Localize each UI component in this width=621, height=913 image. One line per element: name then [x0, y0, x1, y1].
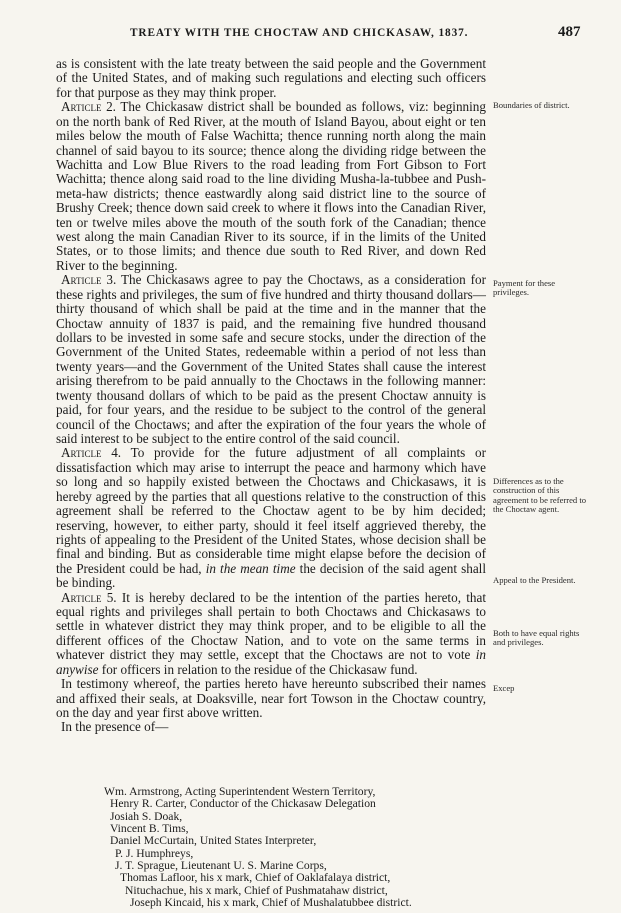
article-heading: Article 5.: [61, 589, 117, 605]
witness-signature: Josiah S. Doak,: [110, 809, 183, 823]
running-header: TREATY WITH THE CHOCTAW AND CHICKASAW, 1837.: [130, 27, 469, 39]
margin-note: Boundaries of district.: [493, 100, 570, 110]
witness-signature: Joseph Kincaid, his x mark, Chief of Mushalatubbee district.: [130, 896, 412, 910]
page-number: 487: [558, 24, 581, 40]
article-text: The Chickasaws agree to pay the Choctaws, as a consideration for these rights and privileges, the sum of five hundred and thirty thousand dollars—thirty thousand of which shall be paid at the time and in the manner that the Choctaw annuity of 1837 is paid, and the remaining five hundred thousand dollars to be invested in some safe and secure stocks, under the direction of the Government of the United States, redeemable within a period of not less than twenty years—and the Government of the United States shall cause the interest arising therefrom to be paid annually to the Choctaws in the following manner: twenty thousand dollars of which to be paid as the present Choctaw annuity is paid, for four years, and the residue to be subject to the control of the general council of the Choctaws; and after the expiration of the four years the whole of said interest to be subject to the entire control of the said council.: [56, 272, 486, 446]
margin-note: Excep: [493, 683, 515, 693]
witness-signature: Vincent B. Tims,: [110, 822, 189, 836]
article-text: To provide for the future adjustment of all complaints or dissatisfaction which may arise to interrupt the peace and harmony which have so long and so happily existed between the Choctaws and Chickasaws, it is hereby agreed by the parties that all questions relative to the construction of this agreement shall be referred to the Choctaw agent to be by him decided; reserving, however, to either party, should it feel itself aggrieved thereby, the rights of appealing to the President of the United States, whose decision shall be final and binding. But as considerable time might elapse before the decision of the President could be had,: [56, 445, 487, 576]
presence-intro: In the presence of—: [61, 719, 169, 735]
italic-phrase: in anywise: [56, 647, 486, 677]
witness-signature: Wm. Armstrong, Acting Superintendent Western Territory,: [104, 785, 376, 798]
witness-signature: P. J. Humphreys,: [115, 846, 194, 860]
witness-signature: Nituchachue, his x mark, Chief of Pushmatahaw district,: [125, 883, 388, 897]
margin-note: Payment for these privileges.: [493, 278, 556, 298]
body-text: [56, 57, 486, 735]
witness-signature: Daniel McCurtain, United States Interpreter,: [110, 834, 317, 848]
margin-note: Both to have equal rights and privileges.: [493, 628, 580, 648]
article-heading: Article 3.: [61, 272, 117, 288]
margin-note: Differences as to the construction of this agreement to be referred to the Choctaw agent.: [493, 476, 587, 515]
article-heading: Article 2.: [61, 99, 116, 115]
witness-signature: Henry R. Carter, Conductor of the Chickasaw Delegation: [110, 797, 376, 811]
article-text: The Chickasaw district shall be bounded as follows, viz: beginning on the north bank of Red River, at the mouth of Island Bayou, about eight or ten miles below the mouth of False Wachitta; thence running north along the main channel of said bayou to its source; thence along the dividing ridge between the Wachitta and Low Blue Rivers to the road leading from Fort Gibson to Fort Wachitta; thence along said road to the line dividing Musha-la-tubbee and Push-meta-haw districts; thence eastwardly along said district line to the source of Brushy Creek; thence down said creek to where it flows into the Canadian River, ten or twelve miles above the mouth of the south fork of the Canadian; thence west along the main Canadian River to its source, if in the limits of the United States, or to those limits; and thence due south to Red River, and down Red River to the beginning.: [56, 99, 486, 273]
article-text: for officers in relation to the residue of the Chickasaw fund.: [98, 661, 418, 677]
testimony-paragraph: In testimony whereof, the parties hereto have hereunto subscribed their names and affixed their seals, at Doaksville, near fort Towson in the Choctaw country, on the day and year first above written.: [56, 676, 486, 720]
article-2: [56, 100, 486, 273]
article-heading: Article 4.: [61, 445, 122, 461]
italic-phrase: in the mean time: [205, 560, 296, 576]
article-3: [56, 273, 486, 446]
paragraph-continuation: as is consistent with the late treaty between the said people and the Government of the United States, and of making such regulations and electing such officers for that purpose as they may think proper.: [56, 56, 486, 100]
witness-signature: Thomas Lafloor, his x mark, Chief of Oaklafalaya district,: [120, 871, 391, 885]
margin-note: Appeal to the President.: [493, 575, 576, 585]
article-4: [56, 446, 486, 590]
witness-list: [104, 786, 524, 909]
witness-signature: J. T. Sprague, Lieutenant U. S. Marine Corps,: [115, 859, 327, 873]
article-5: [56, 591, 486, 678]
article-text: the decision of the said agent shall be binding.: [56, 560, 487, 591]
article-text: It is hereby declared to be the intention of the parties hereto, that equal rights and privileges shall pertain to both Choctaws and Chickasaws to settle in whatever district they may think proper, and to be eligible to all the different offices of the Choctaw Nation, and to vote on the same terms in whatever district they may settle, except that the Choctaws are not to vote: [56, 589, 486, 663]
